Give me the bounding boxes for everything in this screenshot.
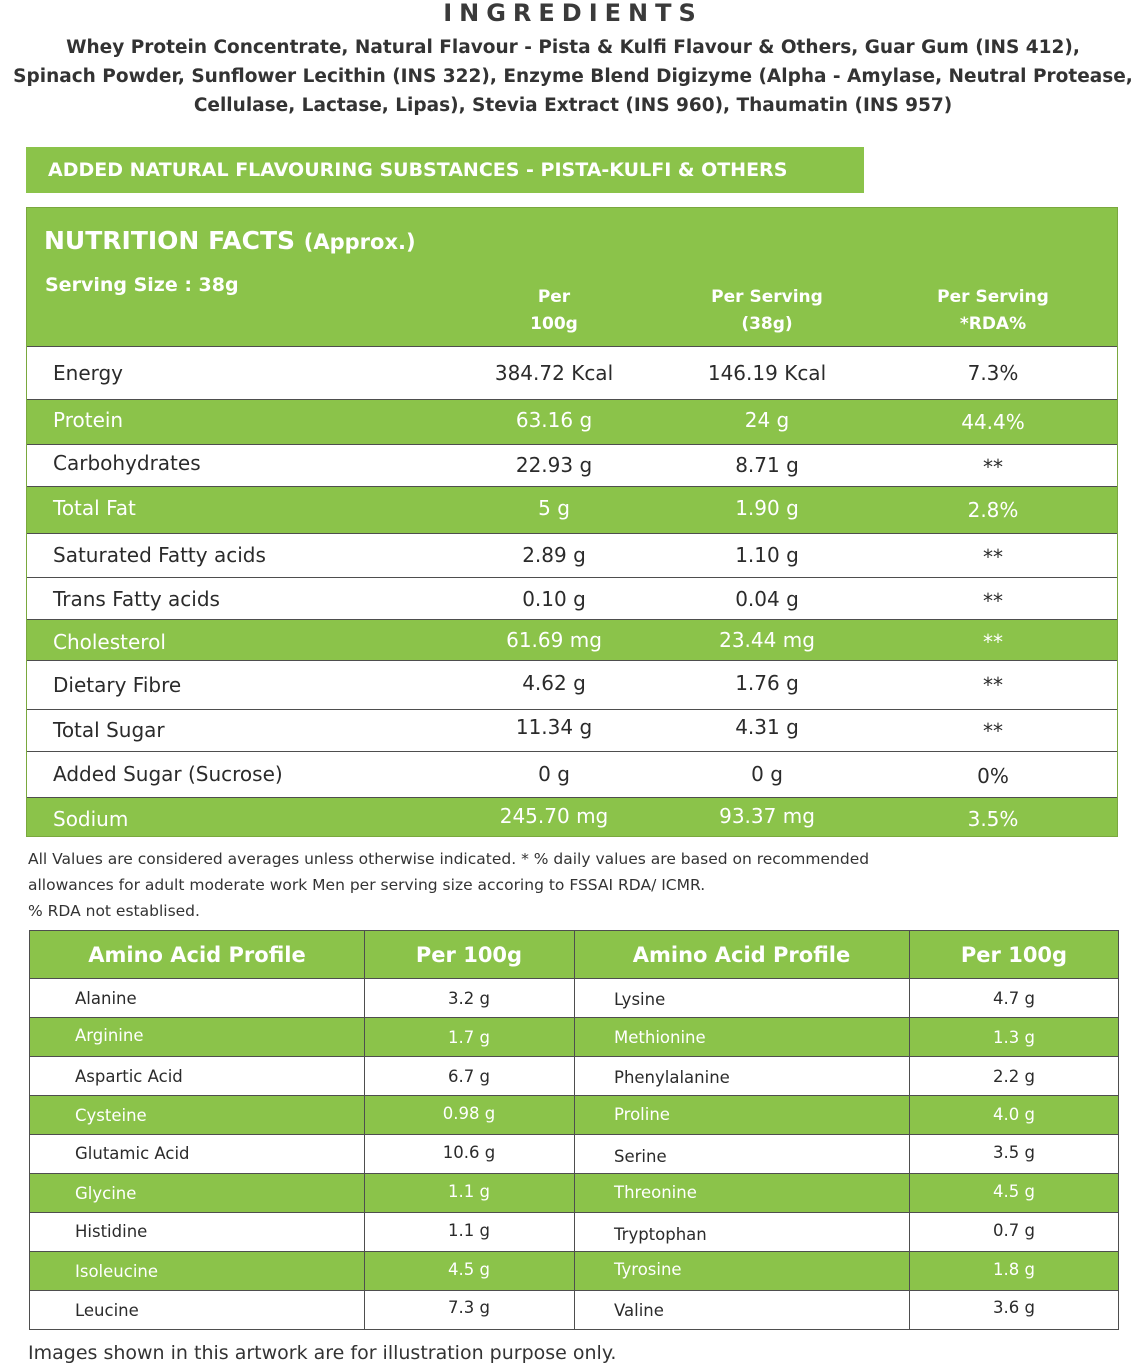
nutrient-serving: 1.76 g <box>735 671 799 695</box>
amino-name: Tyrosine <box>614 1260 682 1279</box>
amino-value: 1.1 g <box>448 1221 490 1240</box>
nutrient-name: Total Fat <box>53 496 136 520</box>
amino-acid-table <box>29 930 1119 1330</box>
amino-header-name-right: Amino Acid Profile <box>632 943 851 967</box>
nutrient-per100: 245.70 mg <box>499 804 609 828</box>
nutrient-rda: 44.4% <box>961 410 1025 434</box>
ingredients-title: INGREDIENTS <box>443 0 703 27</box>
nutrition-row <box>27 660 1117 709</box>
amino-name: Alanine <box>75 989 137 1008</box>
nutrition-title-suffix: (Approx.) <box>303 230 416 254</box>
amino-value: 3.5 g <box>993 1143 1035 1162</box>
nutrition-row <box>27 751 1117 797</box>
ingredients-line: Spinach Powder, Sunflower Lecithin (INS 322), Enzyme Blend Digizyme (Alpha - Amylase, Neutral Protease, <box>13 66 1133 87</box>
added-flavouring-banner: ADDED NATURAL FLAVOURING SUBSTANCES - PISTA-KULFI & OTHERS <box>26 147 864 193</box>
nutrient-rda: ** <box>983 673 1003 697</box>
amino-value: 0.98 g <box>442 1104 496 1123</box>
ingredients-text <box>0 33 1146 120</box>
amino-name: Tryptophan <box>614 1225 707 1244</box>
amino-value: 10.6 g <box>442 1143 496 1162</box>
nutrient-per100: 11.34 g <box>515 715 593 739</box>
nutrient-per100: 63.16 g <box>515 408 593 432</box>
amino-name: Isoleucine <box>75 1262 159 1281</box>
nutrient-per100: 4.62 g <box>522 671 586 695</box>
nutrient-serving: 93.37 mg <box>719 804 815 828</box>
nutrition-row <box>27 577 1117 619</box>
nutrient-serving: 0 g <box>751 762 783 786</box>
column-divider <box>364 931 365 1329</box>
nutrient-rda: 0% <box>977 764 1009 788</box>
nutrient-serving: 0.04 g <box>735 587 799 611</box>
amino-value: 0.7 g <box>993 1221 1035 1240</box>
amino-value: 2.2 g <box>993 1067 1035 1086</box>
nutrient-name: Dietary Fibre <box>53 673 182 697</box>
amino-name: Threonine <box>614 1183 697 1202</box>
column-header-line: 100g <box>530 314 578 334</box>
nutrient-serving: 24 g <box>744 408 790 432</box>
column-header-line: Per <box>537 287 571 307</box>
amino-name: Arginine <box>75 1026 144 1045</box>
nutrient-name: Cholesterol <box>53 630 166 654</box>
nutrient-serving: 23.44 mg <box>719 628 815 652</box>
nutrient-per100: 0 g <box>538 762 570 786</box>
nutrient-serving: 146.19 Kcal <box>707 361 827 385</box>
nutrient-per100: 5 g <box>538 496 570 520</box>
column-divider <box>574 931 575 1329</box>
nutrient-name: Protein <box>53 408 124 432</box>
amino-name: Glycine <box>75 1184 137 1203</box>
nutrient-name: Saturated Fatty acids <box>53 543 266 567</box>
amino-name: Leucine <box>75 1301 139 1320</box>
amino-value: 3.2 g <box>448 989 490 1008</box>
column-header-per-100g <box>454 284 654 338</box>
footnote-line: allowances for adult moderate work Men per serving size accoring to FSSAI RDA/ ICMR. <box>28 876 706 894</box>
amino-name: Valine <box>614 1301 664 1320</box>
amino-value: 6.7 g <box>448 1067 490 1086</box>
nutrient-serving: 1.10 g <box>735 543 799 567</box>
nutrient-rda: 3.5% <box>967 807 1019 831</box>
amino-name: Histidine <box>75 1222 148 1241</box>
nutrition-facts-header <box>27 208 1117 346</box>
amino-value: 3.6 g <box>993 1298 1035 1317</box>
amino-name: Serine <box>614 1147 667 1166</box>
amino-value: 4.7 g <box>993 989 1035 1008</box>
nutrient-rda: ** <box>983 545 1003 569</box>
nutrient-name: Total Sugar <box>53 718 165 742</box>
amino-value: 4.0 g <box>993 1105 1035 1124</box>
column-divider <box>909 931 910 1329</box>
nutrition-facts-table <box>26 207 1118 837</box>
amino-value: 1.7 g <box>448 1028 490 1047</box>
amino-header-name-left: Amino Acid Profile <box>88 943 306 967</box>
column-header-per-serving <box>667 284 867 338</box>
amino-header-value-right: Per 100g <box>960 943 1068 967</box>
nutrition-row <box>27 533 1117 577</box>
amino-name: Cysteine <box>75 1106 147 1125</box>
nutrient-per100: 22.93 g <box>515 453 593 477</box>
footnote-line: All Values are considered averages unless otherwise indicated. * % daily values are based on recommended <box>28 850 870 868</box>
nutrient-name: Energy <box>53 361 124 385</box>
nutrition-title-main: NUTRITION FACTS <box>44 226 296 255</box>
nutrient-name: Carbohydrates <box>53 451 201 475</box>
column-header-rda <box>893 284 1093 338</box>
nutrient-name: Trans Fatty acids <box>53 587 220 611</box>
nutrition-facts-title <box>44 226 416 255</box>
nutrient-per100: 0.10 g <box>522 587 586 611</box>
nutrition-row <box>27 709 1117 751</box>
column-header-line: Per Serving <box>711 287 823 307</box>
nutrient-rda: ** <box>983 719 1003 743</box>
amino-value: 1.3 g <box>993 1028 1035 1047</box>
nutrient-per100: 2.89 g <box>522 543 586 567</box>
ingredients-line: Whey Protein Concentrate, Natural Flavour - Pista & Kulfi Flavour & Others, Guar Gum (INS 412), <box>66 37 1080 58</box>
nutrition-row <box>27 399 1117 444</box>
ingredients-line: Cellulase, Lactase, Lipas), Stevia Extract (INS 960), Thaumatin (INS 957) <box>193 95 953 116</box>
amino-name: Methionine <box>614 1028 706 1047</box>
nutrition-row <box>27 619 1117 660</box>
nutrition-footnote <box>28 846 1118 924</box>
amino-value: 1.1 g <box>448 1182 490 1201</box>
nutrient-serving: 8.71 g <box>735 453 799 477</box>
column-header-line: (38g) <box>741 314 793 334</box>
nutrition-row <box>27 444 1117 486</box>
nutrition-row <box>27 797 1117 836</box>
nutrient-name: Sodium <box>53 807 129 831</box>
serving-size: Serving Size : 38g <box>45 274 239 296</box>
nutrient-rda: ** <box>983 455 1003 479</box>
footnote-line: % RDA not establised. <box>28 902 200 920</box>
amino-value: 4.5 g <box>448 1260 490 1279</box>
illustration-disclaimer: Images shown in this artwork are for illustration purpose only. <box>28 1342 617 1364</box>
amino-name: Phenylalanine <box>614 1068 730 1087</box>
amino-name: Glutamic Acid <box>75 1144 190 1163</box>
nutrient-per100: 384.72 Kcal <box>494 361 614 385</box>
amino-value: 7.3 g <box>448 1298 490 1317</box>
nutrient-name: Added Sugar (Sucrose) <box>53 762 283 786</box>
nutrient-rda: 2.8% <box>967 498 1019 522</box>
amino-value: 4.5 g <box>993 1182 1035 1201</box>
nutrient-rda: ** <box>983 589 1003 613</box>
amino-name: Proline <box>614 1105 670 1124</box>
column-header-line: Per Serving <box>937 287 1049 307</box>
nutrient-serving: 4.31 g <box>735 715 799 739</box>
nutrition-row <box>27 346 1117 399</box>
amino-name: Aspartic Acid <box>75 1067 183 1086</box>
amino-header-value-left: Per 100g <box>415 943 523 967</box>
column-header-line: *RDA% <box>959 314 1027 334</box>
nutrient-per100: 61.69 mg <box>506 628 602 652</box>
nutrition-row <box>27 486 1117 533</box>
amino-value: 1.8 g <box>993 1260 1035 1279</box>
nutrient-serving: 1.90 g <box>735 496 799 520</box>
nutrient-rda: ** <box>983 630 1003 654</box>
amino-name: Lysine <box>614 990 666 1009</box>
nutrient-rda: 7.3% <box>967 361 1019 385</box>
